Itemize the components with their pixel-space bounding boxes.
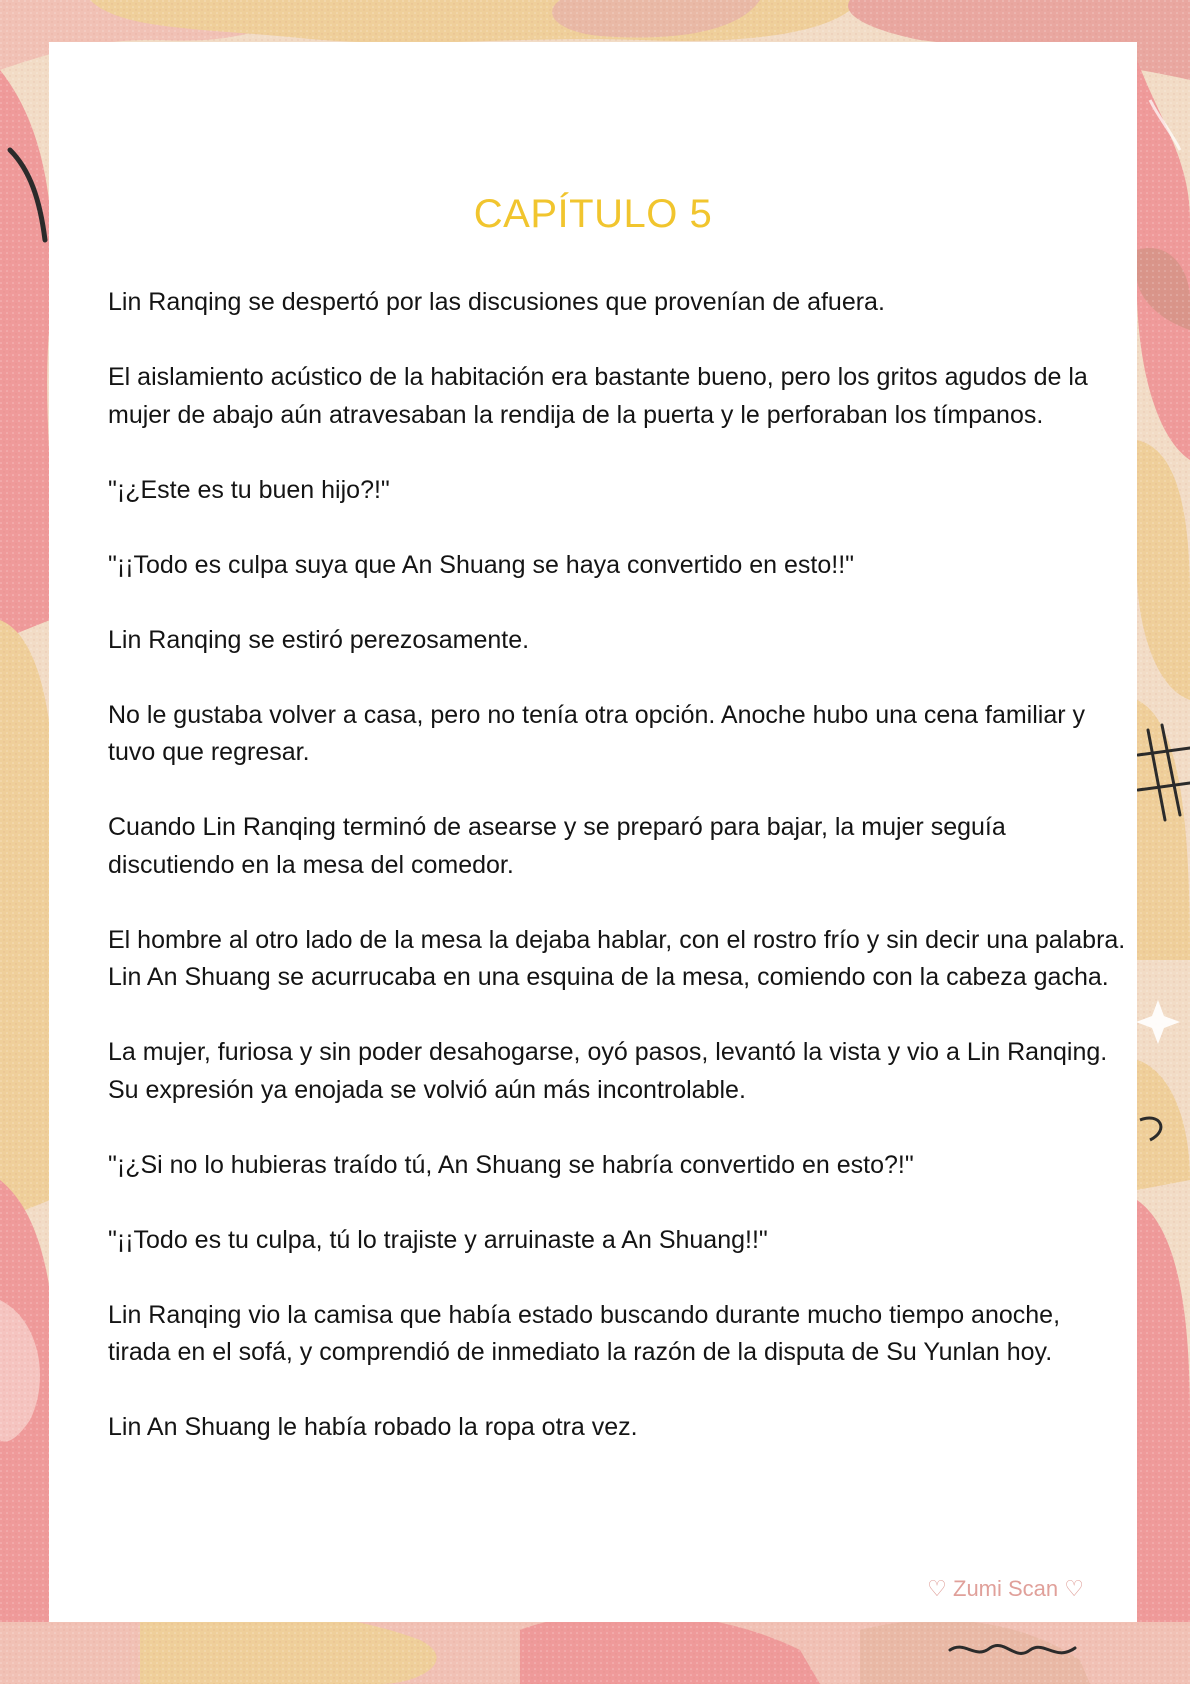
paragraph: "¡¡Todo es tu culpa, tú lo trajiste y arruinaste a An Shuang!!" bbox=[108, 1225, 768, 1254]
footer-credit-text: ♡ Zumi Scan ♡ bbox=[927, 1576, 1084, 1601]
paragraph: La mujer, furiosa y sin poder desahogarse, oyó pasos, levantó la vista y vio a Lin Ranqing. Su expresión ya enojada se volvió aún más incontrolable. bbox=[108, 1038, 1108, 1104]
paragraph: "¡¡Todo es culpa suya que An Shuang se haya convertido en esto!!" bbox=[108, 550, 855, 579]
paragraph: "¡¿Si no lo hubieras traído tú, An Shuang se habría convertido en esto?!" bbox=[108, 1150, 914, 1179]
footer-credit bbox=[927, 1576, 1084, 1602]
chapter-title: CAPÍTULO 5 bbox=[473, 192, 713, 236]
document-page bbox=[49, 42, 1137, 1622]
paragraph: El aislamiento acústico de la habitación era bastante bueno, pero los gritos agudos de la mujer de abajo aún atravesaban la rendija de la puerta y le perforaban los tímpanos. bbox=[108, 363, 1088, 429]
chapter-body bbox=[108, 284, 1128, 1484]
paragraph: No le gustaba volver a casa, pero no tenía otra opción. Anoche hubo una cena familiar y tuvo que regresar. bbox=[108, 700, 1086, 766]
paragraph: Cuando Lin Ranqing terminó de asearse y se preparó para bajar, la mujer seguía discutiendo en la mesa del comedor. bbox=[108, 813, 1006, 879]
paragraph: Lin Ranqing vio la camisa que había estado buscando durante mucho tiempo anoche, tirada en el sofá, y comprendió de inmediato la razón de la disputa de Su Yunlan hoy. bbox=[108, 1300, 1061, 1366]
paragraph: El hombre al otro lado de la mesa la dejaba hablar, con el rostro frío y sin decir una palabra. Lin An Shuang se acurrucaba en una esquina de la mesa, comiendo con la cabeza gacha. bbox=[108, 925, 1126, 991]
paragraph: Lin Ranqing se despertó por las discusiones que provenían de afuera. bbox=[108, 288, 885, 316]
paragraph: "¡¿Este es tu buen hijo?!" bbox=[108, 475, 390, 504]
paragraph: Lin An Shuang le había robado la ropa otra vez. bbox=[108, 1413, 638, 1441]
paragraph: Lin Ranqing se estiró perezosamente. bbox=[108, 625, 530, 654]
